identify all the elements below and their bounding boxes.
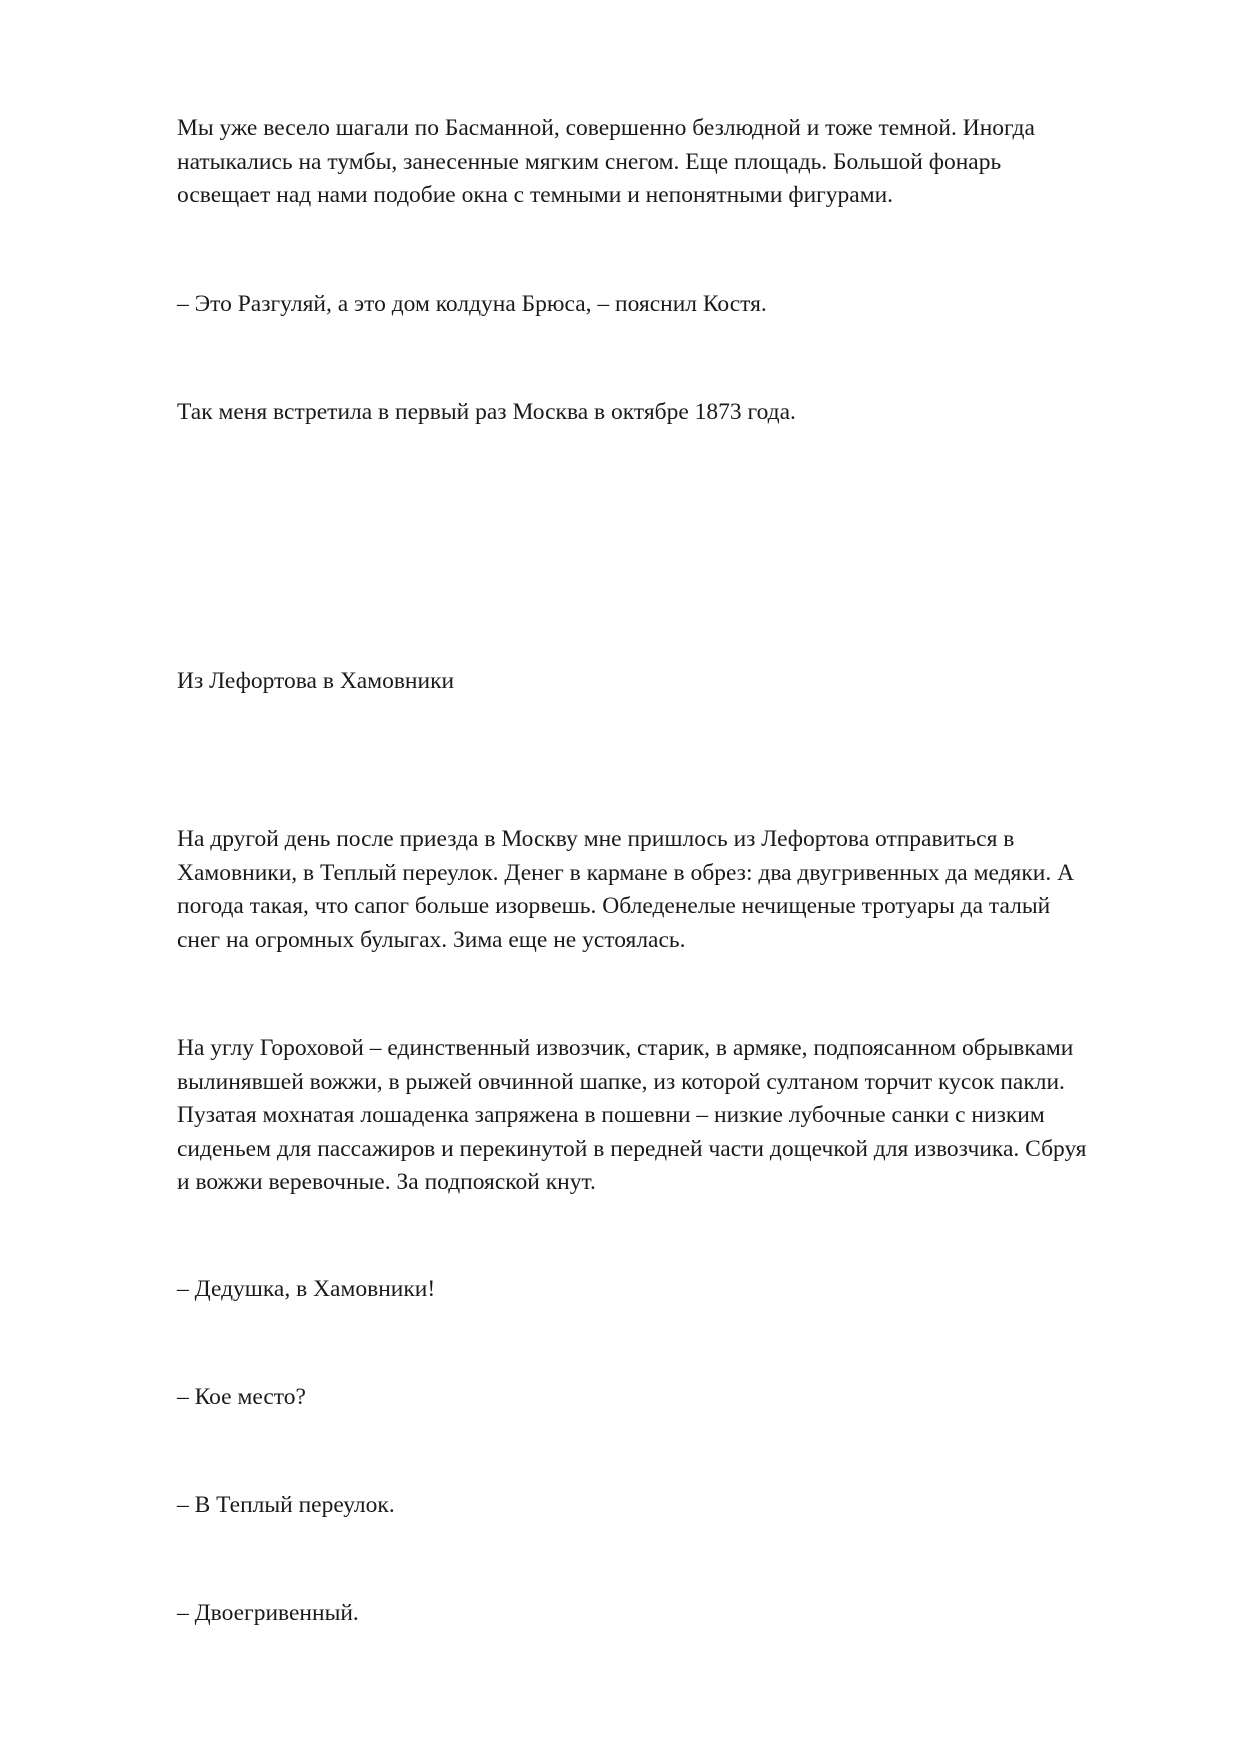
text-line: – Двоегривенный.: [177, 1600, 359, 1626]
text-line: – Это Разгуляй, а это дом колдуна Брюса, – пояснил Костя.: [177, 291, 767, 317]
dialogue-line: [177, 1273, 1167, 1307]
text-line: освещает над нами подобие окна с темными и непонятными фигурами.: [177, 182, 894, 208]
heading-text: Из Лефортова в Хамовники: [177, 668, 455, 694]
dialogue-line: [177, 1489, 1167, 1523]
text-line: и вожжи веревочные. За подпояской кнут.: [177, 1169, 596, 1195]
text-line: Так меня встретила в первый раз Москва в октябре 1873 года.: [177, 399, 796, 425]
text-line: натыкались на тумбы, занесенные мягким снегом. Еще площадь. Большой фонарь: [177, 148, 1002, 175]
dialogue-line: [177, 1381, 1167, 1415]
text-line: снег на огромных булыгах. Зима еще не устоялась.: [177, 926, 686, 953]
text-line: – Дедушка, в Хамовники!: [177, 1276, 436, 1302]
paragraph-moscow-1873: [177, 396, 1167, 430]
text-line: Хамовники, в Теплый переулок. Денег в кармане в обрез: два двугривенных да медяки. А: [177, 859, 1075, 886]
text-line: Пузатая мохнатая лошаденка запряжена в пошевни – низкие лубочные санки с низким: [177, 1102, 1045, 1128]
paragraph-izvozchik: [177, 1032, 1167, 1200]
paragraph-next-day: [177, 823, 1167, 957]
paragraph-razgulyay: [177, 288, 1167, 322]
text-line: Мы уже весело шагали по Басманной, совершенно безлюдной и тоже темной. Иногда: [177, 115, 1035, 141]
text-line: погода такая, что сапог больше изорвешь. Обледенелые нечищеные тротуары да талый: [177, 893, 1051, 919]
section-heading: [177, 665, 1167, 699]
text-line: сиденьем для пассажиров и перекинутой в передней части дощечкой для извозчика. Сбруя: [177, 1135, 1087, 1162]
text-line: – Кое место?: [177, 1384, 306, 1410]
text-line: На другой день после приезда в Москву мне пришлось из Лефортова отправиться в: [177, 826, 1015, 852]
paragraph-basmannaya: [177, 112, 1167, 213]
text-line: вылинявшей вожжи, в рыжей овчинной шапке, из которой султаном торчит кусок пакли.: [177, 1068, 1065, 1095]
text-line: На углу Гороховой – единственный извозчик, старик, в армяке, подпоясанном обрывками: [177, 1035, 1074, 1061]
dialogue-line: [177, 1597, 1167, 1631]
text-line: – В Теплый переулок.: [177, 1492, 395, 1518]
